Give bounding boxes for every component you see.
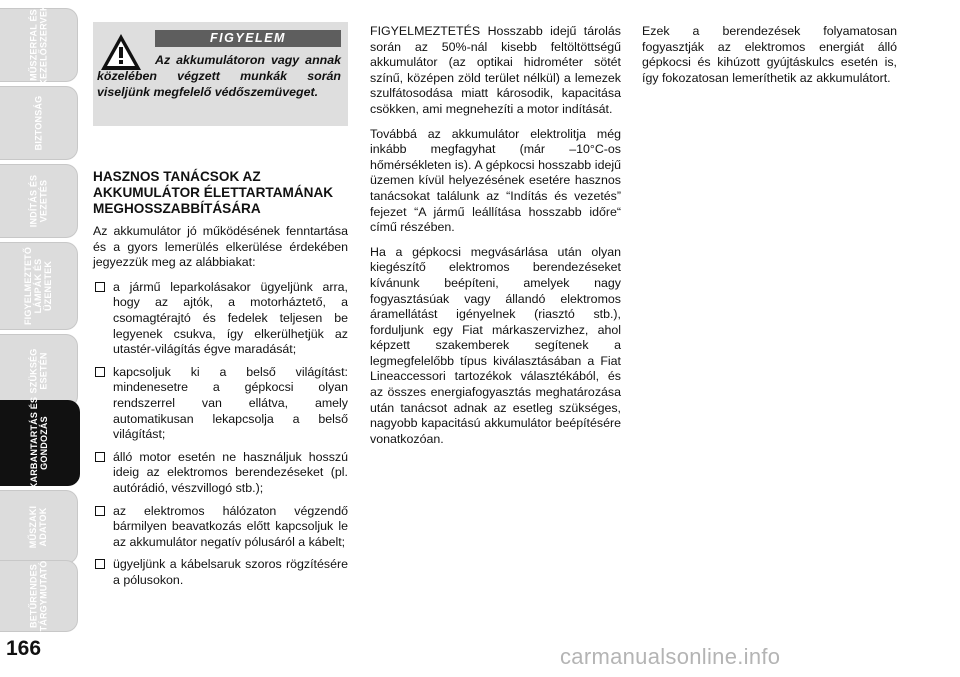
tab-label: MŰSZAKI ADATOK bbox=[28, 505, 49, 549]
tab-targymutato[interactable] bbox=[0, 560, 78, 632]
section-heading: HASZNOS TANÁCSOK AZ AKKUMULÁTOR ÉLETTARTAMÁNAK MEGHOSSZABBÍTÁSÁRA bbox=[93, 169, 334, 216]
tab-label: MŰSZERFAL ÉS KEZELŐSZERVEK bbox=[28, 4, 49, 86]
list-item: álló motor esetén ne használjuk hosszú ideig az elektromos berendezéseket (pl. autórádió, vészvillogó stb.); bbox=[93, 450, 348, 497]
tab-label: SZÜKSÉG ESETÉN bbox=[28, 348, 49, 394]
tab-label: BIZTONSÁG bbox=[33, 95, 44, 151]
tab-label: BETŰRENDES TÁRGYMUTATÓ bbox=[28, 560, 49, 632]
paragraph: Ezek a berendezések folyamatosan fogyasztják az elektromos energiát álló gépkocsi és kihúzott gyújtáskulcs esetén is, így fokozatosan lemeríthetik az akkumulátort. bbox=[642, 24, 897, 85]
warning-title: FIGYELEM bbox=[155, 30, 341, 47]
paragraph: Továbbá az akkumulátor elektrolitja még inkább megfagyhat (már –10°C-os hőmérsékleten is). A gépkocsi hosszabb idejű üzemen kívül helyezésének esetére hasznos tanácsokat találunk az “Indítás és vezetés” fejezet “A jármű leállítása hosszabb időre“ című részében. bbox=[370, 126, 621, 235]
checkbox-bullet-icon bbox=[95, 559, 105, 569]
tips-list bbox=[93, 280, 348, 589]
tab-biztonsag[interactable] bbox=[0, 86, 78, 160]
tab-figyelmezteto[interactable] bbox=[0, 242, 78, 330]
checkbox-bullet-icon bbox=[95, 452, 105, 462]
tab-label: INDÍTÁS ÉS VEZETÉS bbox=[28, 174, 49, 228]
paragraph: Ha a gépkocsi megvásárlása után olyan kiegészítő elektromos berendezéseket kívánunk beépíteni, amelyek nagy fogyasztásúak vagy állandó elektromos áramellátást igényelnek (riasztó stb.), forduljunk egy Fiat márkaszervizhez, ahol képzett szakemberek segítenek a legmegfelelőbb típus kiválasztásában a Fiat Lineaccessori tartozékok választékából, és az összes energiafogyasztás meghatározása után tanácsot adnak az esetleg szükséges, nagyobb kapacitású akkumulátor beépítésére vonatkozóan. bbox=[370, 244, 621, 446]
checkbox-bullet-icon bbox=[95, 506, 105, 516]
checkbox-bullet-icon bbox=[95, 282, 105, 292]
tab-muszaki[interactable] bbox=[0, 490, 78, 564]
tab-karbantartas[interactable] bbox=[0, 396, 80, 490]
warning-text: Az akkumulátoron vagy annak közelében végzett munkák során viseljünk megfelelő védőszemüveget. bbox=[97, 53, 341, 99]
checkbox-bullet-icon bbox=[95, 367, 105, 377]
page-number: 166 bbox=[6, 637, 42, 660]
list-item: kapcsoljuk ki a belső világítást: mindenesetre a gépkocsi olyan rendszerrel van ellátva, amely automatikusan lekapcsolja a belső világítást; bbox=[93, 365, 348, 443]
list-item: ügyeljünk a kábelsaruk szoros rögzítésére a pólusokon. bbox=[93, 557, 348, 588]
column-3 bbox=[642, 24, 897, 95]
section-intro: Az akkumulátor jó működésének fenntartása és a gyors lemerülés elkerülése érdekében jegyezzük meg az alábbiakat: bbox=[93, 224, 348, 270]
paragraph: FIGYELMEZTETÉS Hosszabb idejű tárolás során az 50%-nál kisebb feltöltöttségű akkumulátor (az optikai hidrométer sötét színű, középen zöld terület nélkül) a lemezek szulfátosodása miatt károsodik, kapacitása csökken, ami megnehezíti a motor indítását. bbox=[370, 24, 621, 116]
warning-box bbox=[93, 22, 348, 126]
tab-label: KARBANTARTÁS ÉS GONDOZÁS bbox=[29, 396, 50, 490]
list-item: az elektromos hálózaton végzendő bármilyen beavatkozás előtt kapcsoljuk le az akkumulátor negatív pólusáról a kábelt; bbox=[93, 504, 348, 551]
watermark: carmanualsonline.info bbox=[560, 644, 781, 669]
tab-label: FIGYELMEZTETŐ LÁMPÁK ÉS ÜZENETEK bbox=[23, 246, 54, 326]
column-1 bbox=[93, 22, 348, 595]
list-item: a jármű leparkolásakor ügyeljünk arra, hogy az ajtók, a motorháztető, a csomagtérajtó és fedelek teljesen be legyenek csukva, így elkerülhetjük az utastér-világítás égve maradását; bbox=[93, 280, 348, 358]
chapter-tabs bbox=[0, 0, 82, 640]
tab-muszerfal[interactable] bbox=[0, 4, 78, 86]
tab-inditas[interactable] bbox=[0, 164, 78, 238]
column-2 bbox=[370, 24, 621, 456]
